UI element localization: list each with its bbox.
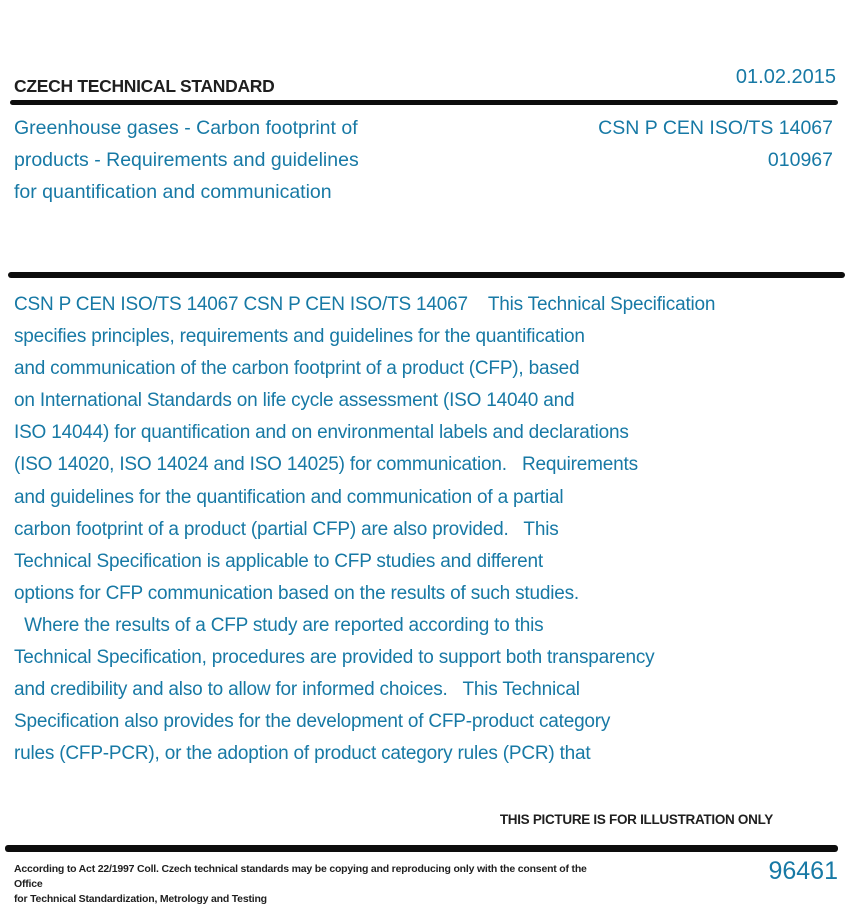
copyright-notice: [14, 862, 614, 907]
abstract-line: and credibility and also to allow for informed choices. This Technical: [14, 679, 580, 701]
designation-block: [598, 112, 833, 176]
issue-date: 01.02.2015: [735, 66, 836, 88]
illustration-disclaimer: THIS PICTURE IS FOR ILLUSTRATION ONLY: [499, 812, 773, 827]
abstract-line: (ISO 14020, ISO 14024 and ISO 14025) for communication. Requirements: [14, 454, 638, 476]
footer-rule: [5, 845, 838, 852]
copyright-line: According to Act 22/1997 Coll. Czech technical standards may be copying and reproducing only with the consent of the Office: [14, 863, 587, 890]
standard-title-line: products - Requirements and guidelines: [14, 149, 359, 171]
abstract-line: specifies principles, requirements and guidelines for the quantification: [14, 326, 585, 348]
abstract-line: Where the results of a CFP study are reported according to this: [14, 614, 544, 636]
copyright-line: for Technical Standardization, Metrology and Testing: [14, 893, 267, 905]
abstract-line: and guidelines for the quantification and communication of a partial: [14, 486, 564, 508]
abstract-line: and communication of the carbon footprint of a product (CFP), based: [14, 358, 580, 380]
classification-number: 010967: [767, 149, 833, 171]
abstract-line: carbon footprint of a product (partial CFP) are also provided. This: [14, 518, 559, 540]
abstract-line: ISO 14044) for quantification and on environmental labels and declarations: [14, 422, 629, 444]
standard-title-line: for quantification and communication: [14, 181, 332, 203]
abstract-line: on International Standards on life cycle assessment (ISO 14040 and: [14, 390, 575, 412]
abstract-line: options for CFP communication based on the results of such studies.: [14, 582, 579, 604]
standard-type-label: CZECH TECHNICAL STANDARD: [14, 76, 275, 96]
abstract-line: CSN P CEN ISO/TS 14067 CSN P CEN ISO/TS 14067 This Technical Specification: [14, 294, 716, 315]
abstract-line: rules (CFP-PCR), or the adoption of product category rules (PCR) that: [14, 743, 591, 765]
abstract-text: [14, 289, 715, 770]
standard-title: [14, 112, 359, 208]
header-rule: [10, 100, 838, 105]
standard-designation: CSN P CEN ISO/TS 14067: [598, 117, 833, 139]
abstract-line: Specification also provides for the development of CFP-product category: [14, 711, 611, 733]
divider-rule: [8, 272, 845, 278]
catalog-number: 96461: [768, 857, 838, 885]
standard-title-line: Greenhouse gases - Carbon footprint of: [14, 117, 358, 139]
abstract-line: Technical Specification is applicable to CFP studies and different: [14, 550, 543, 572]
abstract-line: Technical Specification, procedures are provided to support both transparency: [14, 647, 655, 669]
